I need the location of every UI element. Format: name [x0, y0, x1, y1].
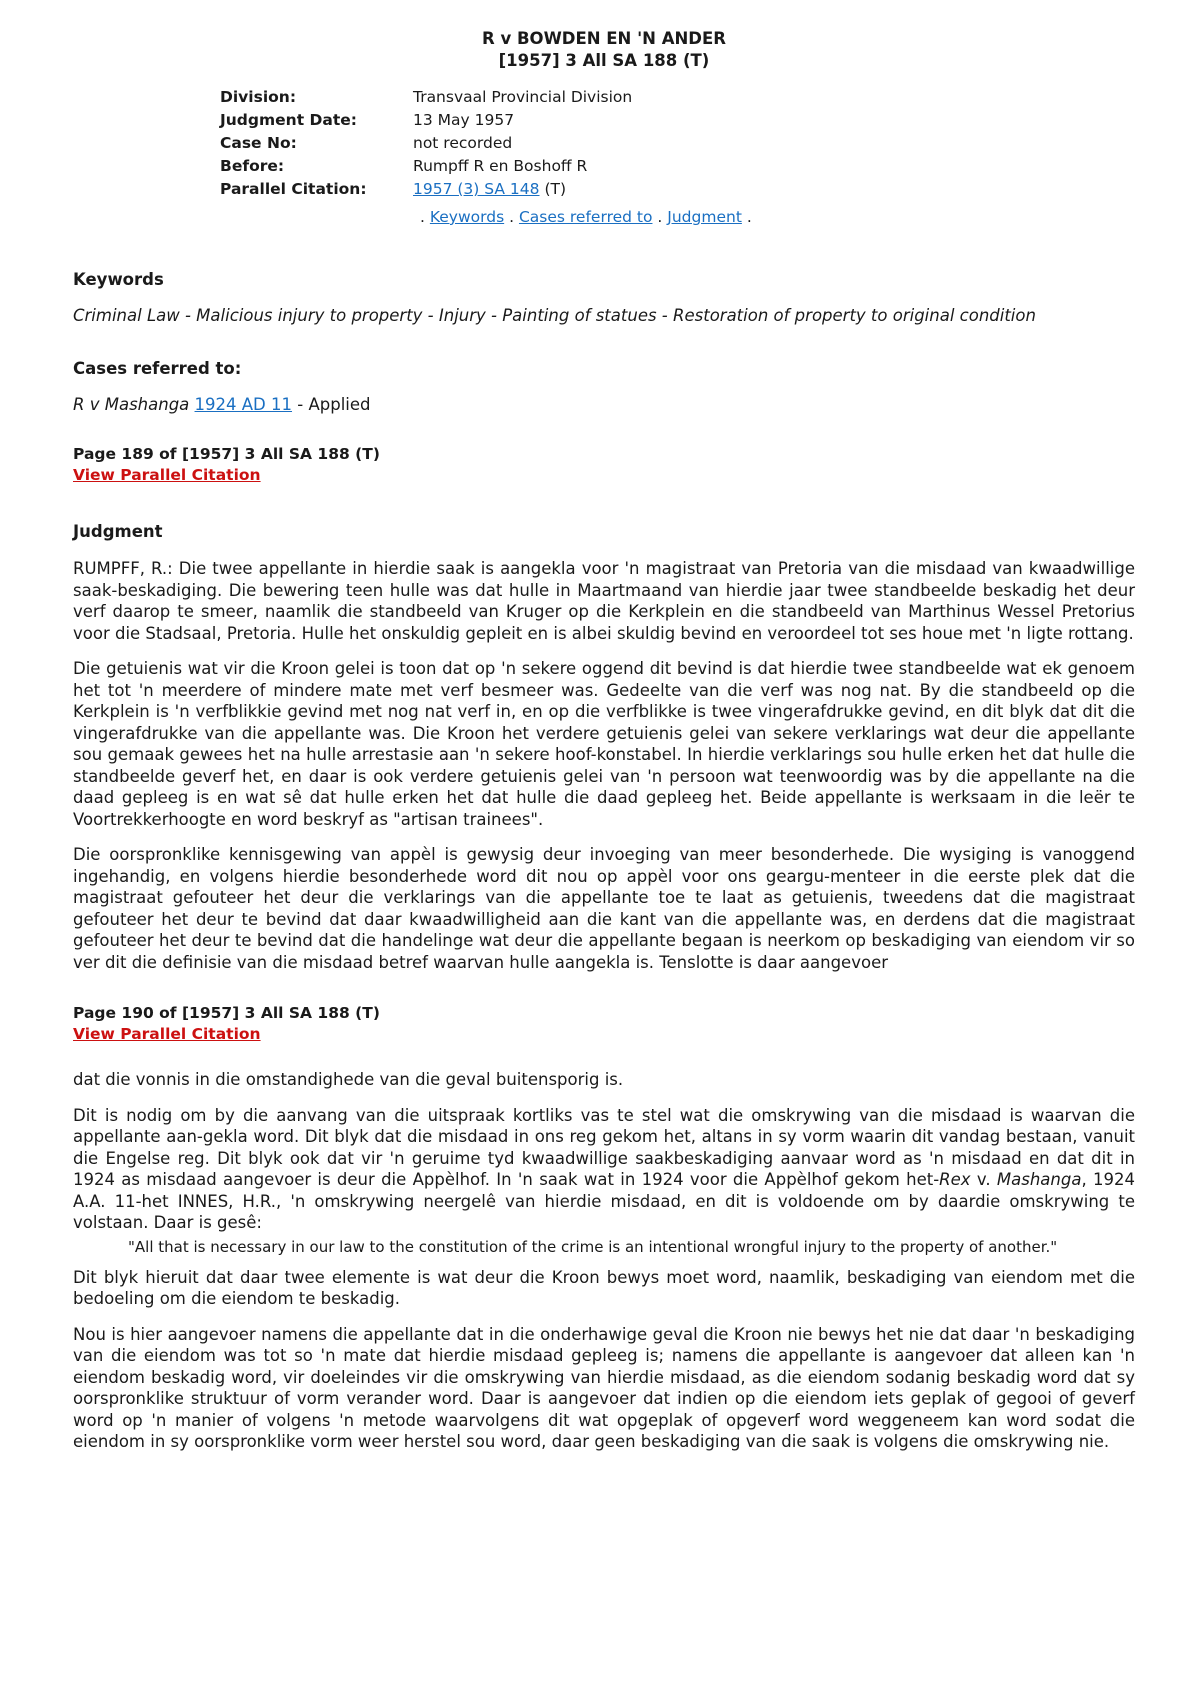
parallel-citation-suffix: (T)	[544, 180, 566, 198]
judgment-paragraph-1: RUMPFF, R.: Die twee appellante in hierdie saak is aangekla voor 'n magistraat van Pretoria van die misdaad van kwaadwillige saak-beskadiging. Die bewering teen hulle was dat hulle in Maartmaand van hierdie jaar twee standbeelde beskadig het deur verf daarop te smeer, naamlik die standbeeld van Kruger op die Kerkplein en die standbeeld van Marthinus Wessel Pretorius voor die Stadsaal, Pretoria. Hulle het onskuldig gepleit en is albei skuldig bevind en veroordeel tot ses houe met 'n ligte rottang.	[73, 559, 1135, 643]
metadata-row-before	[220, 157, 632, 180]
judgment-date-value: 13 May 1957	[413, 111, 515, 129]
judgment-date-label: Judgment Date:	[220, 111, 357, 129]
parallel-citation-label: Parallel Citation:	[220, 180, 367, 198]
keywords-heading: Keywords	[73, 270, 164, 289]
cases-referred-heading: Cases referred to:	[73, 359, 242, 378]
judgment-paragraph-6: Dit blyk hieruit dat daar twee elemente is wat deur die Kroon bewys moet word, naamlik, beskadiging van eiendom met die bedoeling om die eiendom te beskadig.	[73, 1267, 1135, 1308]
document-page	[73, 28, 1135, 1453]
judgment-paragraph-2: Die getuienis wat vir die Kroon gelei is toon dat op 'n sekere oggend dit bevind is dat hierdie twee standbeelde wat ek genoem het tot 'n meerdere of mindere mate met verf besmeer was. Gedeelte van die verf was nog nat. By die standbeeld op die Kerkplein is 'n verfblikkie gevind met nog nat verf in, en op die verfblikke is twee vingerafdrukke gevind, en dit blyk dat dit die vingerafdrukke van die appellante was. Die Kroon het verdere getuienis gelei van sekere verklarings wat deur die appellante sou gemaak gewees het na hulle arrestasie aan 'n sekere hoof-konstabel. In hierdie verklarings sou hulle erken het dat hulle die standbeelde geverf het, en daar is ook verdere getuienis gelei van 'n persoon wat teenwoordig was by die appellante na die daad gepleeg is en wat sê dat hulle erken het dat hulle die daad gepleeg het. Beide appellante is werksaam in die leër te Voortrekkerhoogte en word beskryf as "artisan trainees".	[73, 659, 1135, 829]
section-nav: . Keywords . Cases referred to . Judgment .	[420, 208, 752, 226]
keywords-text: Criminal Law - Malicious injury to property - Injury - Painting of statues - Restoration of property to original condition	[73, 306, 1036, 325]
page-190-label: Page 190 of [1957] 3 All SA 188 (T)	[73, 1004, 380, 1022]
metadata-row-parallel-citation	[220, 180, 632, 203]
parallel-citation-value	[413, 180, 632, 203]
cases-referred-item	[73, 395, 1135, 414]
parallel-citation-link[interactable]: 1957 (3) SA 148	[413, 180, 540, 198]
case-no-label: Case No:	[220, 134, 297, 152]
before-value: Rumpff R en Boshoff R	[413, 157, 588, 175]
division-label: Division:	[220, 88, 297, 106]
case-no-value: not recorded	[413, 134, 513, 152]
metadata-row-case-no	[220, 134, 632, 157]
judgment-paragraph-3: Die oorspronklike kennisgewing van appèl is gewysig deur invoeging van meer besonderhede. Die wysiging is vanoggend ingehandig, en volgens hierdie besonderhede word dit nou op appèl voor ons geargu-menteer in die eerste plek dat die magistraat gefouteer het deur die verklarings van die appellante toe te laat as getuienis, tweedens dat die magistraat gefouteer het deur te bevind dat daar kwaadwilligheid aan die kant van die appellante was, en derdens dat die magistraat gefouteer het deur te bevind dat die handelinge wat deur die appellante begaan is neerkom op beskadiging van eiendom vir so ver dit die definisie van die misdaad betref waarvan hulle aangekla is. Tenslotte is daar aangevoer	[73, 845, 1135, 972]
case-treatment: - Applied	[297, 395, 371, 414]
judgment-paragraph-7: Nou is hier aangevoer namens die appellante dat in die onderhawige geval die Kroon nie bewys het nie dat daar 'n beskadiging van die eiendom was tot so 'n mate dat hierdie misdaad gepleeg is; namens die appellante is aangevoer dat alleen kan 'n eiendom beskadig word, vir doeleindes vir die omskrywing van hierdie misdaad, as die eiendom sodanig beskadig word dat sy oorspronklike struktuur of vorm verander word. Daar is aangevoer dat indien op die eiendom iets geplak of gegooi of geverf word op 'n manier of volgens 'n metode waarvolgens dit wat opgeplak of opgeverf word weggeneem kan word sodat die eiendom in sy oorspronklike vorm weer herstel sou word, daar geen beskadiging van die saak is volgens die omskrywing nie.	[73, 1324, 1135, 1451]
nav-link-cases-referred-to[interactable]: Cases referred to	[518, 208, 653, 226]
judgment-paragraph-5: Dit is nodig om by die aanvang van die uitspraak kortliks vas te stel wat die omskrywing van die misdaad is waarvan die appellante aan-gekla word. Dit blyk dat die misdaad in ons reg gekom het, altans in sy vorm waarin dit vandag bestaan, vanuit die Engelse reg. Dit blyk ook dat vir 'n geruime tyd kwaadwillige saakbeskadiging aanvaar word as 'n misdaad en dat dit in 1924 as misdaad aangevoer is deur die Appèlhof. In 'n saak wat in 1924 voor die Appèlhof gekom het-Rex v. Mashanga, 1924 A.A. 11-het INNES, H.R., 'n omskrywing neergelê van hierdie misdaad, en dit is voldoende om by daardie omskrywing te volstaan. Daar is gesê:	[73, 1105, 1136, 1232]
case-title-line2: [1957] 3 All SA 188 (T)	[498, 51, 710, 70]
case-citation-link[interactable]: 1924 AD 11	[194, 395, 293, 414]
division-value: Transvaal Provincial Division	[413, 88, 633, 106]
judgment-heading: Judgment	[73, 522, 163, 541]
page-190-marker	[73, 1003, 1135, 1043]
metadata-row-division	[220, 88, 632, 111]
before-label: Before:	[220, 157, 285, 175]
case-title	[73, 28, 1135, 72]
page-189-view-parallel-link[interactable]: View Parallel Citation	[73, 466, 261, 484]
page-189-label: Page 189 of [1957] 3 All SA 188 (T)	[73, 445, 380, 463]
quoted-definition: "All that is necessary in our law to the constitution of the crime is an intentional wrongful injury to the property of another."	[128, 1237, 1058, 1256]
page-189-marker	[73, 444, 1135, 484]
nav-link-keywords[interactable]: Keywords	[429, 208, 505, 226]
case-name: R v Mashanga	[73, 395, 190, 414]
case-metadata	[220, 88, 632, 203]
page-190-view-parallel-link[interactable]: View Parallel Citation	[73, 1025, 261, 1043]
case-title-line1: R v BOWDEN EN 'N ANDER	[482, 29, 726, 48]
metadata-row-judgment-date	[220, 111, 632, 134]
nav-link-judgment[interactable]: Judgment	[667, 208, 742, 226]
judgment-paragraph-4: dat die vonnis in die omstandighede van die geval buitensporig is.	[73, 1070, 624, 1089]
